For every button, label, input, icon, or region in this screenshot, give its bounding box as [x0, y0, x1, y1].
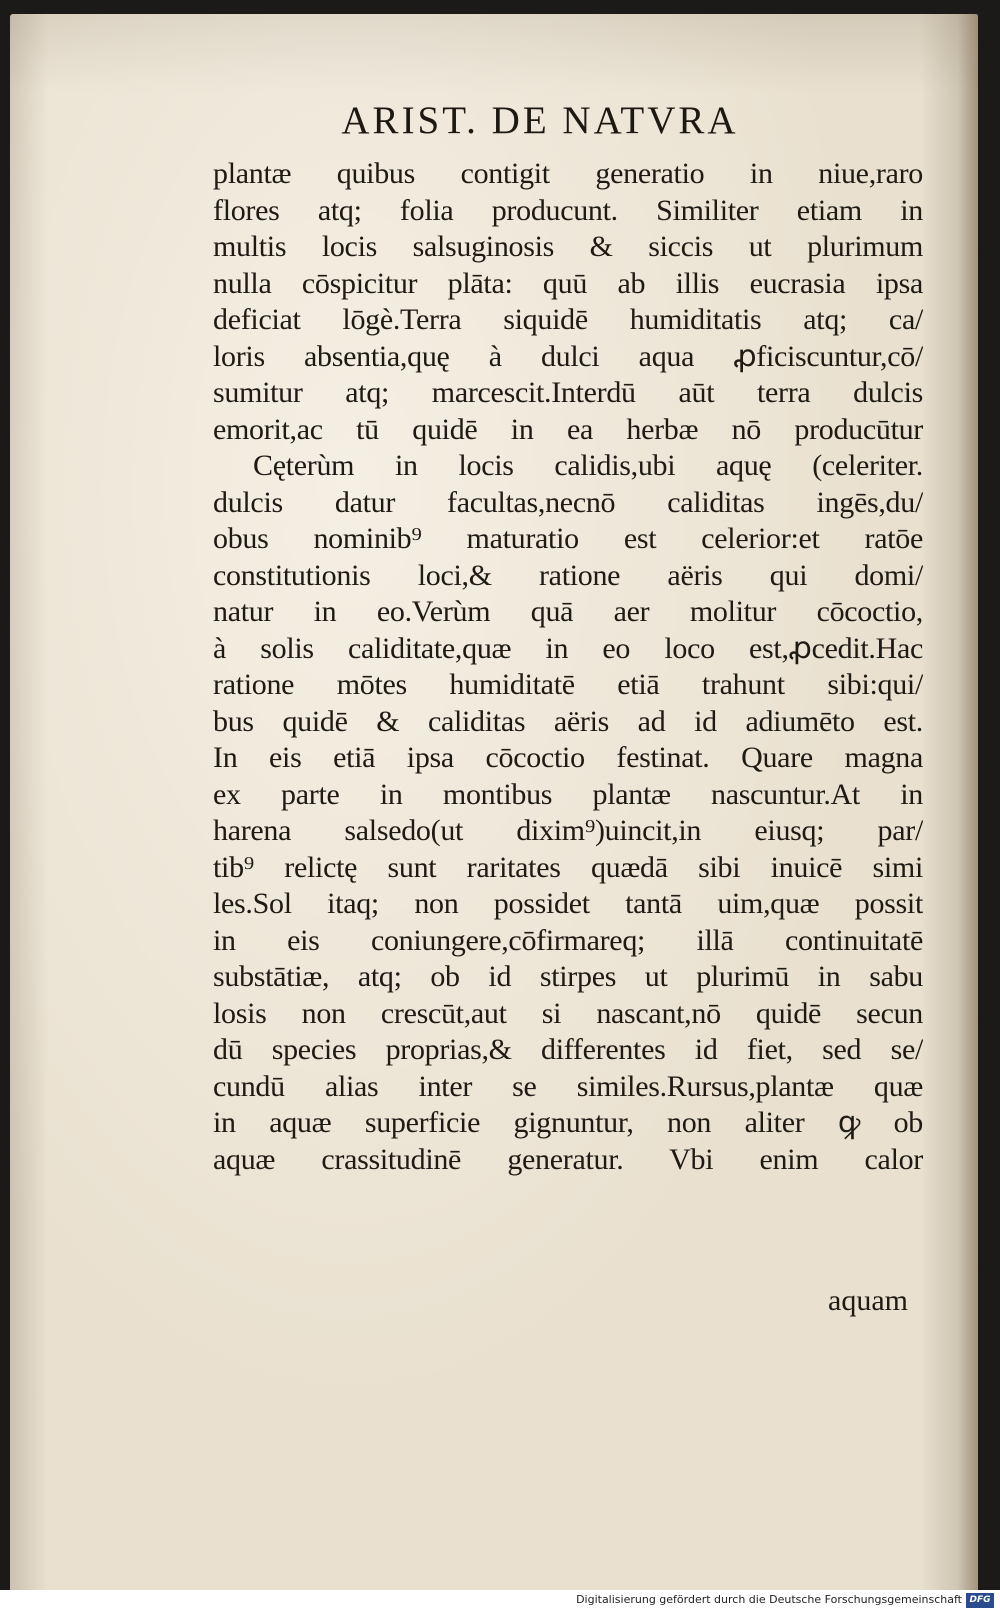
text-line-3: multis locis salsuginosis & siccis ut plurimum — [213, 230, 923, 263]
text-line-1: plantæ quibus contigit generatio in niue,raro — [213, 157, 923, 190]
text-line-13: natur in eo.Verùm quā aer molitur cōcoctio, — [213, 595, 923, 628]
dfg-logo: DFG — [966, 1593, 994, 1608]
running-head: ARIST. DE NATVRA — [341, 99, 739, 142]
text-line-20: tib⁹ relictę sunt raritates quædā sibi inuicē simi — [213, 850, 923, 884]
text-line-5: deficiat lōgè.Terra siquidē humiditatis atq; ca/ — [213, 303, 923, 336]
text-line-12: constitutionis loci,& ratione aëris qui domi/ — [213, 558, 923, 592]
text-line-10: dulcis datur facultas,necnō caliditas ingēs,du/ — [213, 485, 923, 519]
page-edge-shadow — [958, 14, 978, 1590]
text-line-4: nulla cōspicitur plāta: quū ab illis eucrasia ipsa — [213, 266, 923, 300]
text-line-6: loris absentia,quę à dulci aqua ꝓficiscuntur,cō/ — [213, 339, 923, 373]
text-line-23: substātiæ, atq; ob id stirpes ut plurimū in sabu — [213, 960, 923, 993]
funding-credit: Digitalisierung gefördert durch die Deutsche Forschungsgemeinschaft — [576, 1593, 962, 1606]
text-line-25: dū species proprias,& differentes id fiet, sed se/ — [213, 1033, 923, 1066]
text-line-11: obus nominib⁹ maturatio est celerior:et ratōe — [213, 522, 923, 555]
text-line-9: Cęterùm in locis calidis,ubi aquę (celeriter. — [253, 449, 923, 482]
footer-bar — [0, 1590, 1000, 1612]
text-line-19: harena salsedo(ut dixim⁹)uincit,in eiusq; par/ — [213, 814, 923, 847]
text-line-22: in eis coniungere,cōfirmareq; illā continuitatē — [213, 923, 923, 957]
text-line-27: in aquæ superficie gignuntur, non aliter ꝙ ob — [213, 1106, 923, 1139]
text-line-28: aquæ crassitudinē generatur. Vbi enim calor — [213, 1142, 923, 1176]
text-line-7: sumitur atq; marcescit.Interdū aūt terra dulcis — [213, 376, 923, 409]
text-line-15: ratione mōtes humiditatē etiā trahunt sibi:qui/ — [213, 668, 923, 701]
text-line-2: flores atq; folia producunt. Similiter etiam in — [213, 193, 923, 227]
text-line-14: à solis caliditate,quæ in eo loco est,ꝓcedit.Hac — [213, 631, 923, 665]
text-line-16: bus quidē & caliditas aëris ad id adiumēto est. — [213, 704, 923, 738]
text-line-21: les.Sol itaq; non possidet tantā uim,quæ possit — [213, 887, 923, 920]
text-line-17: In eis etiā ipsa cōcoctio festinat. Quare magna — [213, 741, 923, 774]
text-line-18: ex parte in montibus plantæ nascuntur.At in — [213, 777, 923, 811]
text-line-26: cundū alias inter se similes.Rursus,plantæ quæ — [213, 1069, 923, 1103]
text-line-24: losis non crescūt,aut si nascant,nō quidē secun — [213, 996, 923, 1030]
catchword: aquam — [828, 1284, 908, 1317]
text-line-8: emorit,ac tū quidē in ea herbæ nō producūtur — [213, 412, 923, 446]
text-block — [213, 156, 923, 1178]
